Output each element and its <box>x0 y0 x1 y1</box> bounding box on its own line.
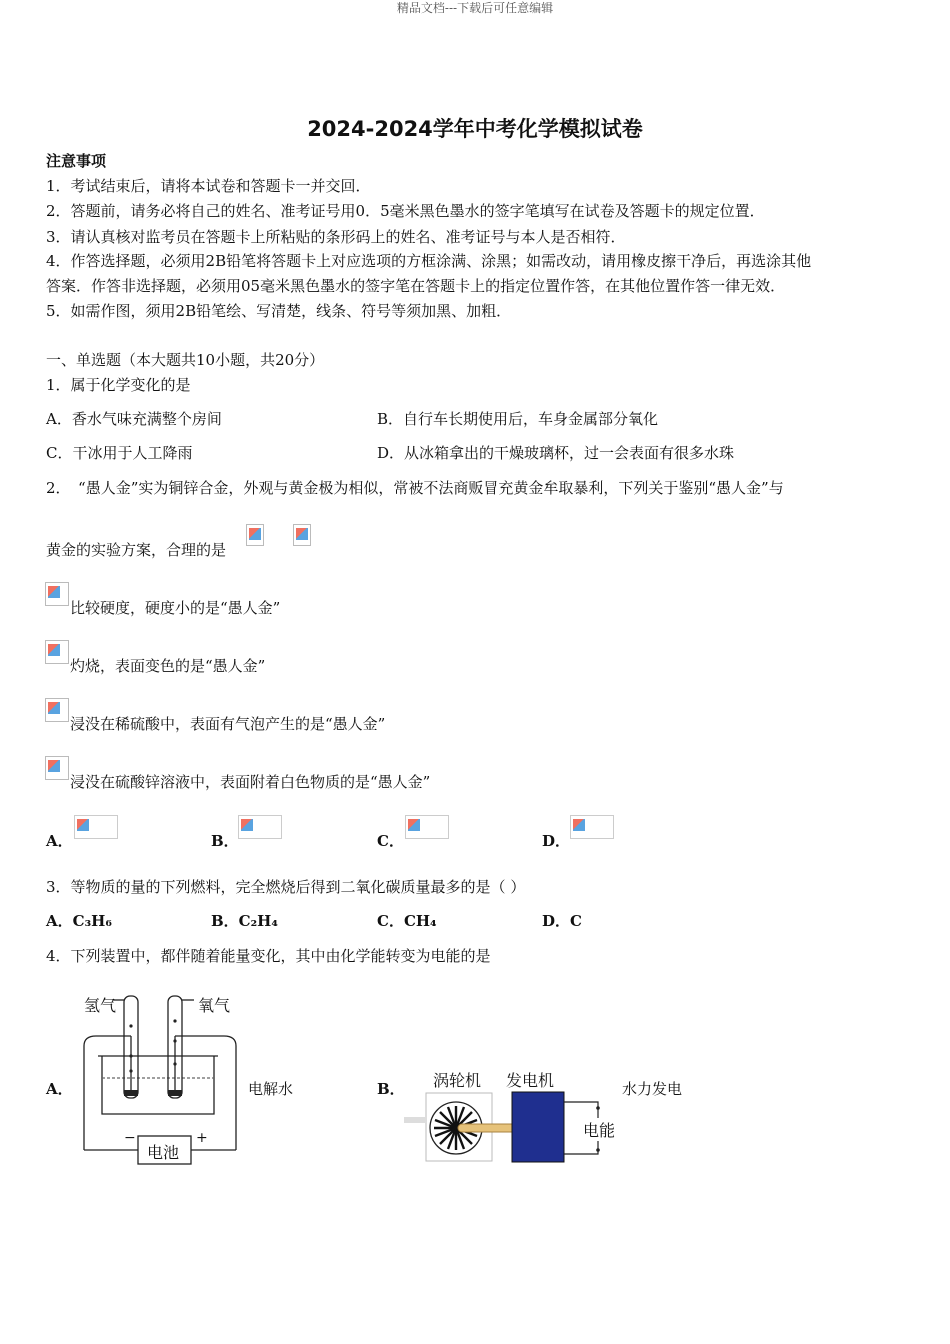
generator-label: 发电机 <box>506 1071 555 1090</box>
turbine-label: 涡轮机 <box>433 1071 482 1090</box>
positive-terminal: + <box>196 1130 208 1146</box>
q4-option-a-caption: 电解水 <box>248 1080 294 1098</box>
q3-option-b: B．C₂H₄ <box>211 912 278 930</box>
oxygen-label: 氧气 <box>198 996 231 1015</box>
broken-image-icon <box>45 698 69 722</box>
broken-image-icon <box>45 640 69 664</box>
q2-stem-cont: 黄金的实验方案，合理的是 <box>46 541 227 559</box>
section-heading: 一、单选题（本大题共10小题，共20分） <box>46 351 325 369</box>
q3-option-a: A．C₃H₆ <box>46 912 112 930</box>
notice-item: 4．作答选择题，必须用2B铅笔将答题卡上对应选项的方框涂满、涂黑；如需改动，请用橡皮擦干净后，再选涂其他 <box>46 252 812 270</box>
broken-image-icon <box>45 756 69 780</box>
q2-statement: 灼烧，表面变色的是“愚人金” <box>70 657 266 675</box>
option-image-frame <box>405 815 449 839</box>
q3-option-d: D．C <box>542 912 582 930</box>
q1-stem: 1．属于化学变化的是 <box>46 376 191 394</box>
broken-image-icon <box>246 524 264 546</box>
q4-option-b-caption: 水力发电 <box>622 1080 683 1098</box>
q4-option-a-label: A． <box>46 1080 73 1098</box>
q4-option-b-label: B． <box>377 1080 405 1098</box>
q1-option-d: D．从冰箱拿出的干燥玻璃杯，过一会表面有很多水珠 <box>377 444 735 462</box>
broken-image-icon <box>293 524 311 546</box>
q1-option-a: A．香水气味充满整个房间 <box>46 410 222 428</box>
negative-terminal: − <box>124 1130 136 1146</box>
notice-heading: 注意事项 <box>46 152 107 170</box>
q2-statement: 比较硬度，硬度小的是“愚人金” <box>70 599 281 617</box>
page-title: 2024-2024学年中考化学模拟试卷 <box>307 117 643 141</box>
option-image-frame <box>74 815 118 839</box>
q2-stem: 2． “愚人金”实为铜锌合金，外观与黄金极为相似，常被不法商贩冒充黄金牟取暴利，下列关于鉴别“愚人金”与 <box>46 479 784 497</box>
notice-item: 1．考试结束后，请将本试卷和答题卡一并交回． <box>46 177 371 195</box>
broken-image-icon <box>45 582 69 606</box>
q2-option-d: D． <box>542 832 571 850</box>
hydrogen-label: 氢气 <box>84 996 117 1015</box>
q3-option-c: C．CH₄ <box>377 912 437 930</box>
broken-image-icon <box>406 816 424 838</box>
page-header: 精品文档---下载后可任意编辑 <box>396 1 554 15</box>
broken-image-icon <box>239 816 257 838</box>
q4-stem: 4．下列装置中，都伴随着能量变化，其中由化学能转变为电能的是 <box>46 947 491 965</box>
battery-label: 电池 <box>147 1143 180 1162</box>
q3-stem: 3．等物质的量的下列燃料，完全燃烧后得到二氧化碳质量最多的是（ ） <box>46 878 526 896</box>
option-image-frame <box>570 815 614 839</box>
q2-option-b: B． <box>211 832 239 850</box>
notice-item: 5．如需作图，须用2B铅笔绘、写清楚，线条、符号等须加黑、加粗． <box>46 302 512 320</box>
q1-option-b: B．自行车长期使用后，车身金属部分氧化 <box>377 410 659 428</box>
option-image-frame <box>238 815 282 839</box>
q2-statement: 浸没在稀硫酸中，表面有气泡产生的是“愚人金” <box>70 715 386 733</box>
notice-item: 3．请认真核对监考员在答题卡上所粘贴的条形码上的姓名、准考证号与本人是否相符． <box>46 228 626 246</box>
q2-option-a: A． <box>46 832 73 850</box>
electric-energy-label: 电能 <box>583 1118 615 1141</box>
q2-statement: 浸没在硫酸锌溶液中，表面附着白色物质的是“愚人金” <box>70 773 431 791</box>
broken-image-icon <box>75 816 93 838</box>
notice-item: 2．答题前，请务必将自己的姓名、准考证号用0．5毫米黑色墨水的签字笔填写在试卷及答题卡的规定位置． <box>46 202 765 220</box>
q1-option-c: C．干冰用于人工降雨 <box>46 444 193 462</box>
notice-item: 答案．作答非选择题，必须用05毫米黑色墨水的签字笔在答题卡上的指定位置作答，在其他位置作答一律无效． <box>46 277 786 295</box>
q2-option-c: C． <box>377 832 404 850</box>
broken-image-icon <box>571 816 589 838</box>
